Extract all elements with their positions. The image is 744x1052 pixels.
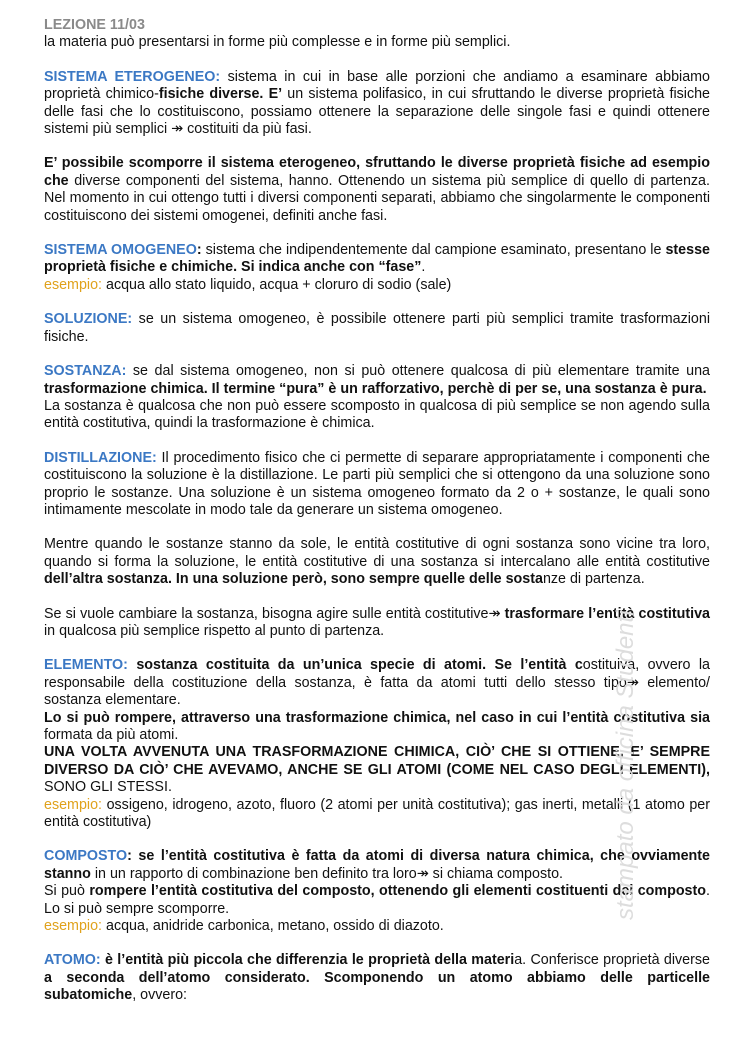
- watermark: stampato da officina Studenti: [612, 610, 639, 920]
- heading-soluzione: SOLUZIONE:: [44, 311, 133, 328]
- heading-sistema-omogeneo: SISTEMA OMOGENEO: [44, 242, 197, 259]
- section-composto: COMPOSTO: se l’entità costitutiva è fatta da atomi di diversa natura chimica, che ovviamente stanno in un rapporto di combinazione ben definito tra loro↠ si chiama composto.: [44, 848, 710, 882]
- heading-distillazione: DISTILLAZIONE:: [44, 449, 157, 466]
- example-label: esempio:: [44, 796, 103, 813]
- heading-atomo: ATOMO:: [44, 952, 101, 969]
- paragraph-elemento-caps: UNA VOLTA AVVENUTA UNA TRASFORMAZIONE CHIMICA, CIÒ’ CHE SI OTTIENE, E’ SEMPRE DIVERSO DA CIÒ’ CHE AVEVAMO, ANCHE SE GLI ATOMI (COME NEL CASO DEGLI ELEMENTI), SONO GLI STESSI.: [44, 744, 710, 796]
- example-omogeneo: esempio: acqua allo stato liquido, acqua + cloruro di sodio (sale): [44, 276, 452, 293]
- section-distillazione: DISTILLAZIONE: Il procedimento fisico che ci permette di separare appropriatamente i componenti che costituiscono la soluzione è la distillazione. Le parti più semplici che si ottengono da una soluzione sono proprio le sostanze. Una soluzione è un sistema omogeneo formato da 2 o + sostanze, le quali sono intimamente mescolate in modo tale da generare un sistema omogeneo.: [44, 449, 710, 518]
- section-atomo: ATOMO: è l’entità più piccola che differenzia le proprietà della materia. Conferisce proprietà diverse a seconda dell’atomo considerato. Scomponendo un atomo abbiamo delle particelle subatomiche, ovvero:: [44, 952, 710, 1004]
- heading-sostanza: SOSTANZA:: [44, 363, 127, 380]
- section-sostanza: SOSTANZA: se dal sistema omogeneo, non si può ottenere qualcosa di più elementare tramite una trasformazione chimica. Il termine “pura” è un rafforzativo, perchè di per se, una sostanza è pura.: [44, 363, 710, 397]
- section-soluzione: SOLUZIONE: se un sistema omogeneo, è possibile ottenere parti più semplici tramite trasformazioni fisiche.: [44, 311, 710, 345]
- paragraph-composto-rompere: Si può rompere l’entità costitutiva del composto, ottenendo gli elementi costituenti del composto. Lo si può sempre scomporre.: [44, 883, 710, 917]
- section-sistema-eterogeneo: SISTEMA ETEROGENEO: sistema in cui in base alle porzioni che andiamo a esaminare abbiamo proprietà chimico-fisiche diverse. E’ un sistema polifasico, in cui sfruttando le diverse proprietà fisiche delle fasi che lo costituiscono, possiamo ottenere la separazione delle singole fasi e quindi ottenere sistemi più semplici ↠ costituiti da più fasi.: [44, 68, 711, 138]
- paragraph-elemento-rompere: Lo si può rompere, attraverso una trasformazione chimica, nel caso in cui l’entità costitutiva sia formata da più atomi.: [44, 709, 710, 743]
- example-label: esempio:: [44, 918, 103, 935]
- paragraph-mentre: Mentre quando le sostanze stanno da sole, le entità costitutive di ogni sostanza sono vicine tra loro, quando si forma la soluzione, le entità costitutive di una sostanza si intercalano alle entità costitutive dell’altra sostanza. In una soluzione però, sono sempre quelle delle sostanze di partenza.: [44, 536, 710, 588]
- section-sistema-omogeneo: SISTEMA OMOGENEO: sistema che indipendentemente dal campione esaminato, presentano le stesse proprietà fisiche e chimiche. Si indica anche con “fase”.: [44, 242, 710, 276]
- document-page: [44, 17, 710, 1005]
- example-elemento: esempio: ossigeno, idrogeno, azoto, fluoro (2 atomi per unità costitutiva); gas inerti, metalli (1 atomo per entità costitutiva): [44, 796, 710, 831]
- paragraph-cambiare: Se si vuole cambiare la sostanza, bisogna agire sulle entità costitutive↠ trasformare l’entità costitutiva in qualcosa più semplice rispetto al punto di partenza.: [44, 605, 710, 639]
- example-composto: esempio: acqua, anidride carbonica, metano, ossido di diazoto.: [44, 918, 444, 935]
- heading-composto: COMPOSTO: [44, 848, 128, 865]
- paragraph-sostanza-detail: La sostanza è qualcosa che non può essere scomposto in qualcosa di più semplice se non agendo sulla entità costitutiva, quindi la trasformazione è chimica.: [44, 397, 710, 432]
- heading-elemento: ELEMENTO:: [44, 657, 128, 674]
- lesson-title: LEZIONE 11/03: [44, 17, 145, 33]
- paragraph-scomporre: E’ possibile scomporre il sistema eterogeneo, sfruttando le diverse proprietà fisiche ad esempio che diverse componenti del sistema, hanno. Ottenendo un sistema più semplice di quello di partenza. Nel momento in cui ottengo tutti i diversi componenti separati, abbiamo che singolarmente le componenti costituiscono dei sistemi omogenei, definiti anche fasi.: [44, 155, 710, 224]
- section-elemento: ELEMENTO: sostanza costituita da un’unica specie di atomi. Se l’entità costituiva, ovvero la responsabile della costituzione della sostanza, è fatta da atomi tutti dello stesso tipo↠ elemento/ sostanza elementare.: [44, 657, 711, 709]
- intro-paragraph: la materia può presentarsi in forme più complesse e in forme più semplici.: [44, 34, 511, 51]
- heading-sistema-eterogeneo: SISTEMA ETEROGENEO:: [44, 68, 221, 85]
- example-label: esempio:: [44, 276, 103, 293]
